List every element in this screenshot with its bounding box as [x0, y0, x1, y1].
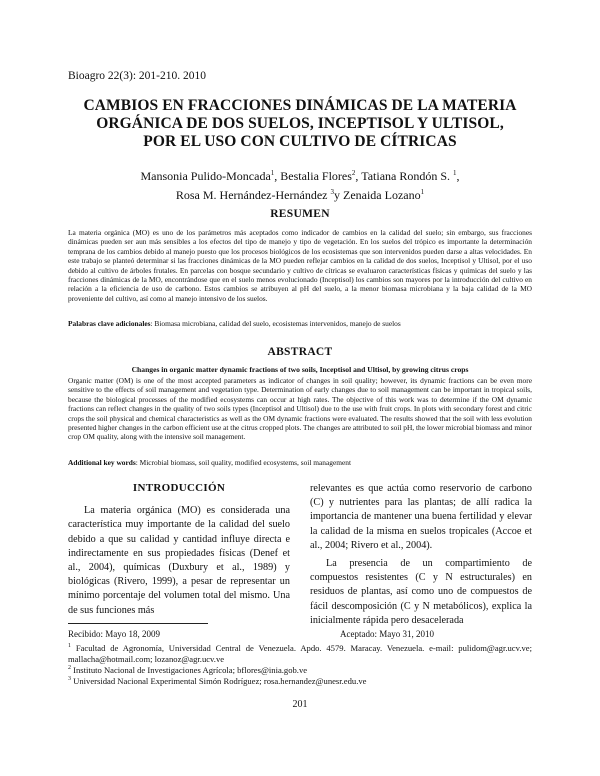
author-4: Rosa M. Hernández-Hernández	[175, 188, 331, 202]
additional-key-words	[68, 458, 532, 467]
key-words-label: Additional key words	[68, 458, 136, 467]
author-2: , Bestalia Flores	[274, 169, 352, 183]
author-3-affiliation: 1	[453, 169, 457, 177]
author-5: y Zenaida Lozano	[333, 188, 421, 202]
footnote-3-text: Universidad Nacional Experimental Simón Rodríguez; rosa.hernandez@unesr.edu.ve	[71, 675, 367, 686]
footnote-1-marker: 1	[68, 643, 71, 649]
author-1-affiliation: 1	[270, 169, 275, 177]
received-date: Recibido: Mayo 18, 2009	[68, 629, 160, 639]
footnote-3-marker: 3	[68, 676, 71, 682]
abstract-text: Organic matter (OM) is one of the most accepted parameters as indicator of changes in soil quality; however, its dynamic fractions can be even more sensitive to the effects of soil management and vegetation type. Determination of early changes due to soil management can be important in tropical soils, because the biological processes of the modified ecosystems can occur at high rates. The objective of this work was to determine if the OM dynamic fractions can reflect changes in the quality of two soils types (Inceptisol and Ultisol) due to the use with fruit crops. In plots with secondary forest and citric crops the soil physical and chemical characteristics as well as the OM dynamic fractions were evaluated. The results showed that the soil with less evolution presented higher changes in the carbon efficient use at the citrus cropped plots. The changes are attributed to soil pH, the lower microbial biomass and minor crop OM quality, along with the intensive soil management.	[68, 376, 532, 442]
article-title	[60, 97, 540, 151]
footnote-divider	[68, 623, 208, 624]
left-column	[68, 481, 290, 618]
author-5-affiliation: 1	[420, 188, 425, 196]
footnote-1-text: Facultad de Agronomía, Universidad Central de Venezuela. Apdo. 4579. Maracay. Venezuela. e-mail: pulidom@agr.ucv.ve; mallacha@hotmail.com; lozanoz@agr.ucv.ve	[68, 642, 532, 664]
intro-paragraph-1: La materia orgánica (MO) es considerada una característica muy importante de la calidad del suelo debido a que su calidad y cantidad influye directa e indirectamente en sus propiedades físicas (Denef et al., 2004), químicas (Duxbury et al., 1989) y biológicas (Rivero, 1999), a pesar de representar un mínimo porcentaje del volumen total del mismo. Una de sus funciones más	[68, 505, 290, 616]
key-words-text: : Microbial biomass, soil quality, modified ecosystems, soil management	[135, 458, 352, 467]
journal-citation: Bioagro 22(3): 201-210. 2010	[68, 70, 206, 82]
authors-line-1	[60, 165, 540, 184]
palabras-clave-label: Palabras clave adicionales	[68, 319, 151, 328]
footnote-3	[68, 674, 532, 687]
introduccion-heading: INTRODUCCIÓN	[132, 482, 226, 494]
author-3: , Tatiana Rondón S.	[355, 169, 454, 183]
author-list	[60, 165, 540, 203]
title-line-3: POR EL USO CON CULTIVO DE CÍTRICAS	[143, 133, 457, 150]
author-2-affiliation: 2	[351, 169, 356, 177]
palabras-clave-text: : Biomasa microbiana, calidad del suelo, ecosistemas intervenidos, manejo de suelos	[150, 319, 401, 328]
title-line-2: ORGÁNICA DE DOS SUELOS, INCEPTISOL Y ULTISOL,	[96, 115, 504, 132]
title-line-1: CAMBIOS EN FRACCIONES DINÁMICAS DE LA MATERIA	[83, 97, 517, 114]
footnote-1	[68, 641, 532, 665]
footnote-2-marker: 2	[68, 665, 71, 671]
palabras-clave	[68, 319, 532, 328]
page-number: 201	[292, 699, 308, 710]
author-1: Mansonia Pulido-Moncada	[140, 169, 271, 183]
footnote-2-text: Instituto Nacional de Investigaciones Agrícola; bflores@inia.gob.ve	[71, 664, 308, 675]
authors-line-2	[60, 184, 540, 203]
abstract-heading: ABSTRACT	[267, 346, 333, 358]
resumen-text: La materia orgánica (MO) es uno de los parámetros más aceptados como indicador de cambios en la calidad del suelo; sin embargo, sus fracciones dinámicas pueden ser aun más sensibles a los efectos del tipo de manejo y tipo de vegetación. En los suelos del trópico es importante la determinación temprana de los cambios debido al manejo puesto que los procesos biológicos de los ecosistemas que son intervenidos pueden darse a altas velocidades. En este trabajo se planteó determinar si las fracciones dinámicas de la MO pueden reflejar cambios en la calidad de dos suelos, Inceptisol y Ultisol, por el uso debido al cultivo de árboles frutales. En parcelas con bosque secundario y cultivo de cítricas se evaluaron características físicas y químicas del suelo y las fracciones dinámicas de la MO, encontrándose que en el suelo menos evolucionado (Inceptisol) los cambios son mayores por la introducción del cultivo en relación a la eficiencia de uso de carbono. Estos cambios se atribuyen al pH del suelo, a la menor biomasa microbiana y la baja calidad de la MO proveniente del cultivo, así como al manejo intensivo de los suelos.	[68, 228, 532, 303]
accepted-date: Aceptado: Mayo 31, 2010	[340, 629, 434, 639]
author-4-affiliation: 3	[330, 188, 334, 196]
author-3-comma: ,	[456, 169, 460, 183]
abstract-subtitle: Changes in organic matter dynamic fractions of two soils, Inceptisol and Ultisol, by growing citrus crops	[131, 365, 469, 374]
resumen-heading: RESUMEN	[270, 208, 330, 220]
intro-paragraph-3: La presencia de un compartimiento de compuestos resistentes (C y N estructurales) en residuos de plantas, así como uno de compuestos de fácil descomposición (C y N metabólicos), explica la inicialmente rápida pero desacelerada	[310, 558, 532, 626]
intro-paragraph-2: relevantes es que actúa como reservorio de carbono (C) y nutrientes para las plantas; de allí radica la importancia de mantener una buena fertilidad y elevar la calidad de la misma en suelos tropicales (Accoe et al., 2004; Rivero et al., 2004).	[310, 483, 532, 551]
right-column	[310, 482, 532, 628]
